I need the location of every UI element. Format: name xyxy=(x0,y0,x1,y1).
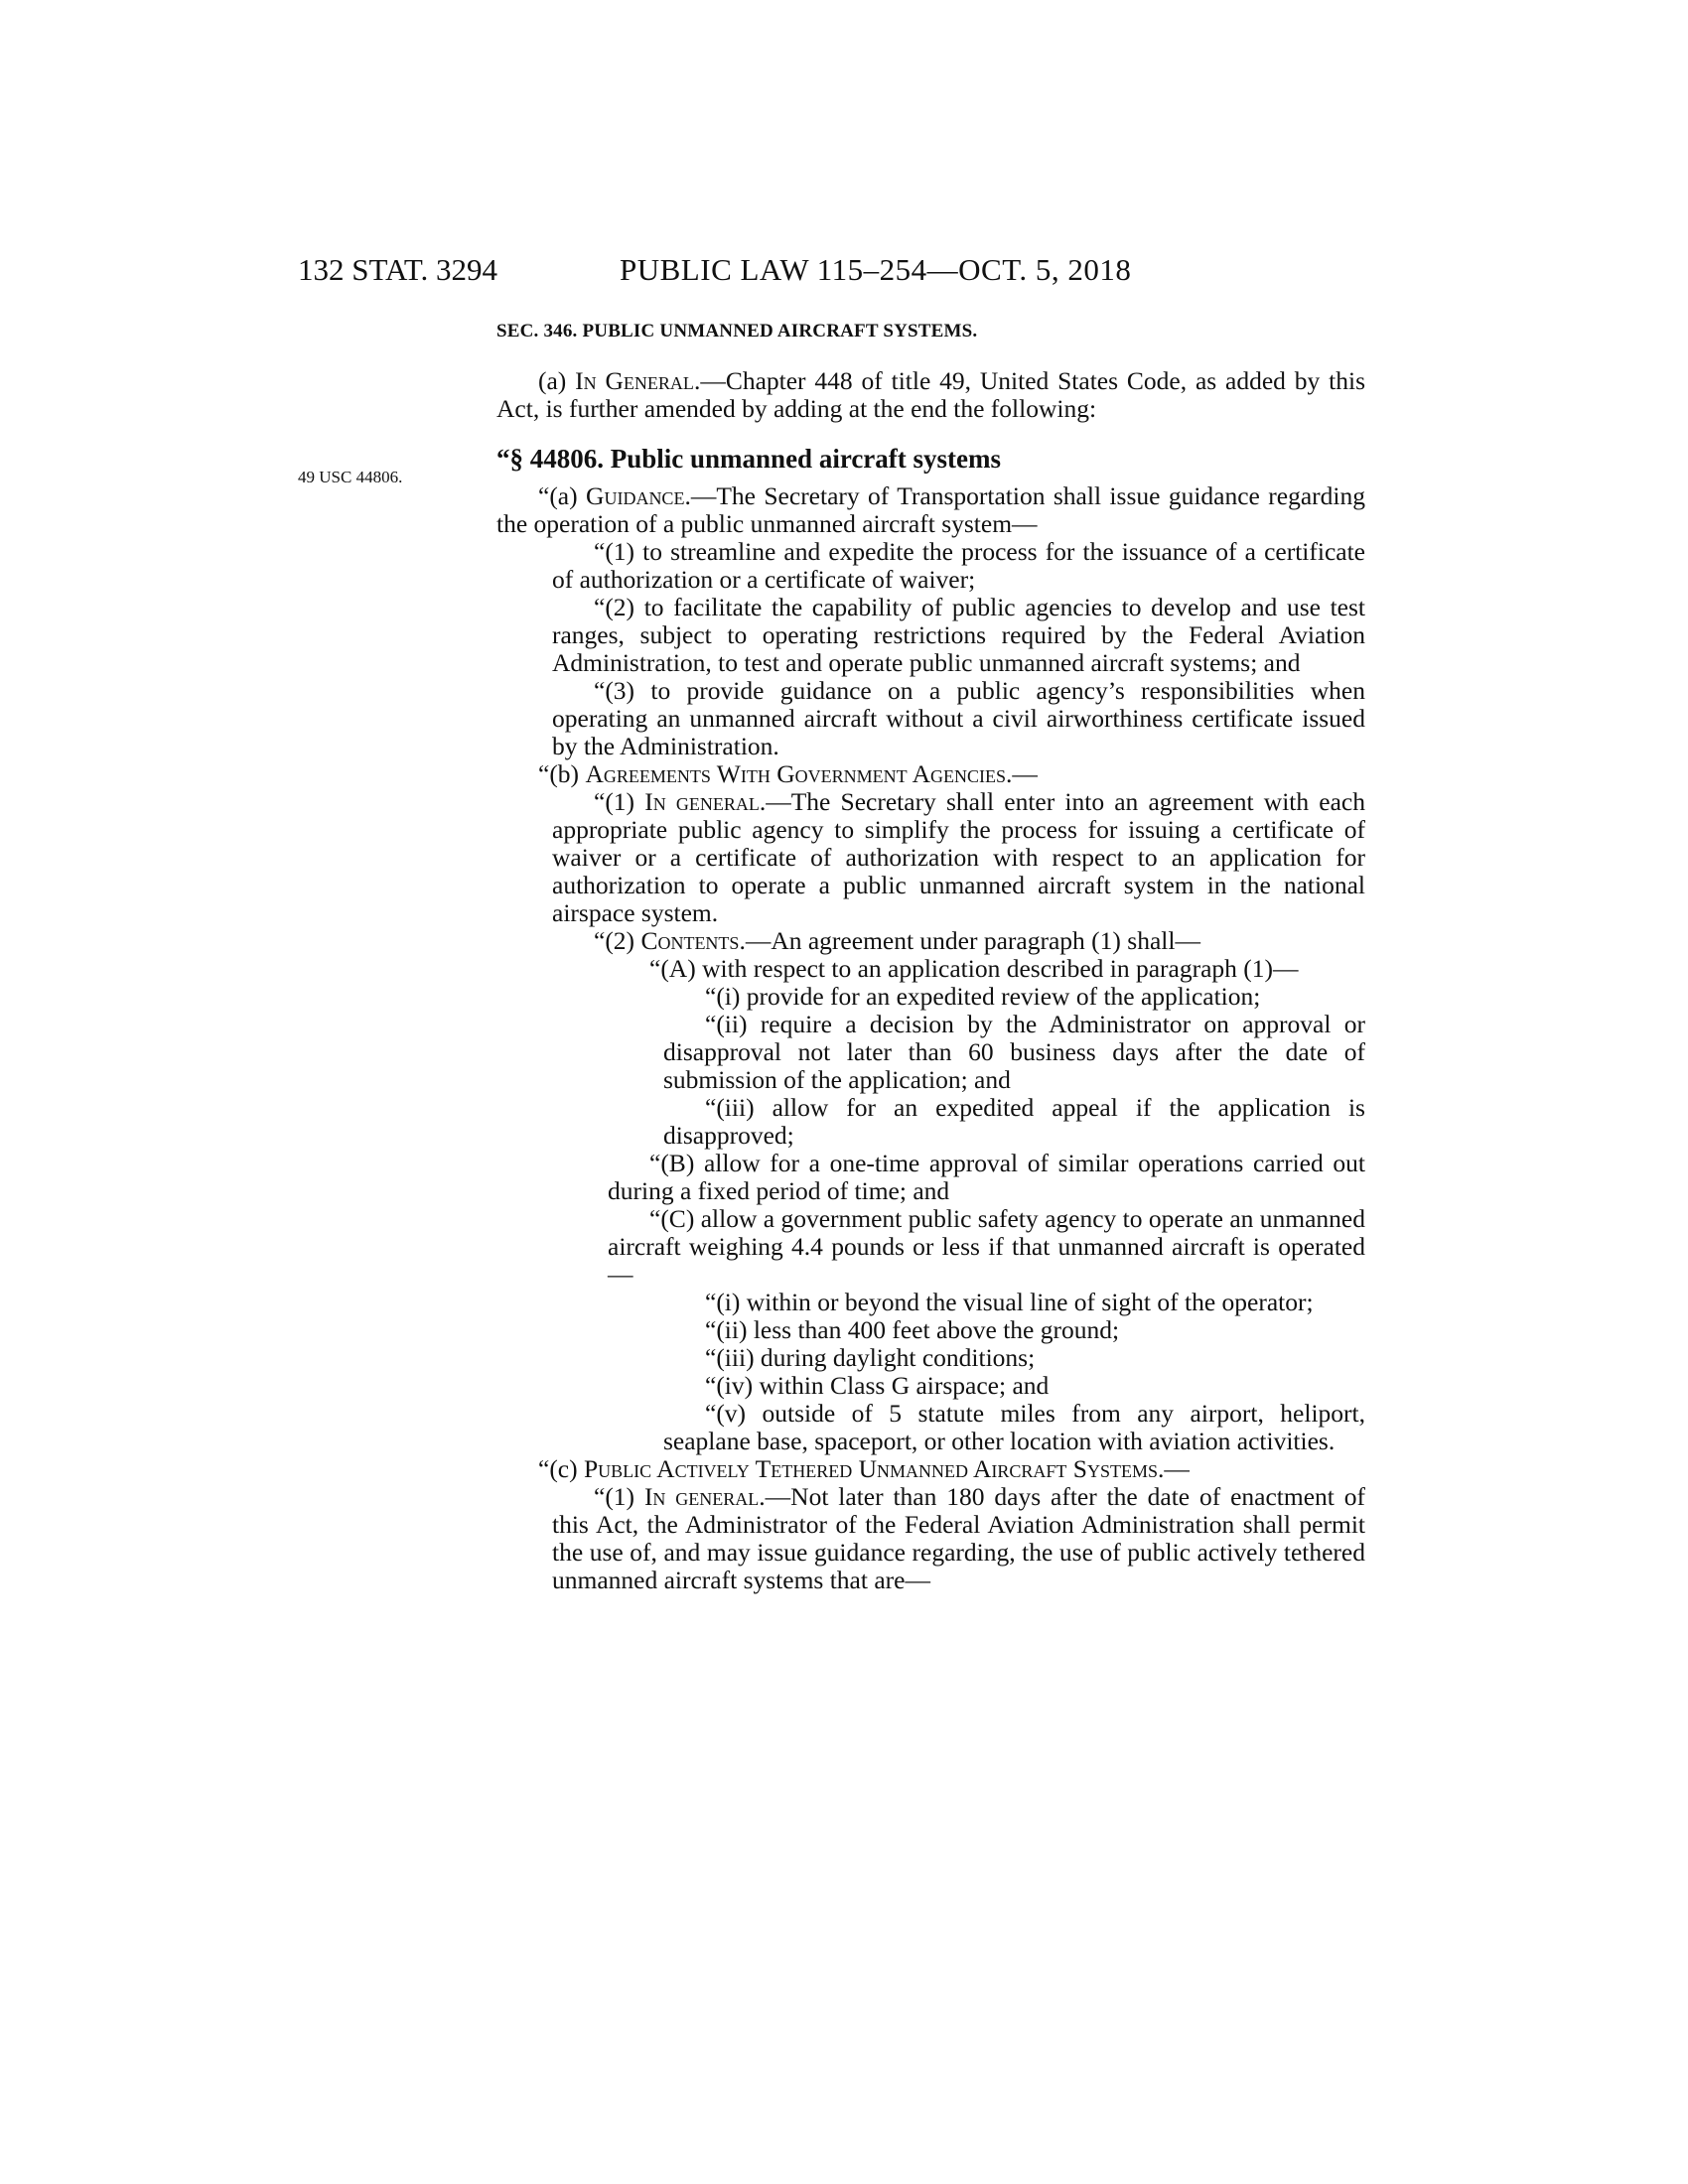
subsection-b: “(b) Agreements With Government Agencies.— xyxy=(538,759,1038,788)
section-heading: SEC. 346. PUBLIC UNMANNED AIRCRAFT SYSTEMS. xyxy=(496,321,978,341)
document-body xyxy=(496,318,1365,1594)
clause-b2Aii: “(ii) require a decision by the Administrator on approval or disapproval not later than 60 business days after the date of submission of the application; and xyxy=(663,1010,1365,1094)
paragraph-c1: “(1) In general.—Not later than 180 days after the date of enactment of this Act, the Administrator of the Federal Aviation Administration shall permit the use of, and may issue guidance regarding, the use of public actively tethered unmanned aircraft systems that are— xyxy=(552,1482,1365,1594)
clause-b2Aiii: “(iii) allow for an expedited appeal if the application is disapproved; xyxy=(663,1093,1365,1150)
clause-b2Ai: “(i) provide for an expedited review of the application; xyxy=(705,982,1261,1011)
clause-b2Cii: “(ii) less than 400 feet above the ground; xyxy=(705,1315,1120,1344)
clause-b2Ci: “(i) within or beyond the visual line of sight of the operator; xyxy=(705,1288,1314,1316)
section-intro: (a) In General.—Chapter 448 of title 49, United States Code, as added by this Act, is further amended by adding at the end the following: xyxy=(496,366,1365,423)
paragraph-a2: “(2) to facilitate the capability of public agencies to develop and use test ranges, subject to operating restrictions required by the Federal Aviation Administration, to test and operate public unmanned aircraft systems; and xyxy=(552,593,1365,677)
subparagraph-b2B: “(B) allow for a one-time approval of similar operations carried out during a fixed period of time; and xyxy=(608,1149,1365,1205)
subsection-c: “(c) Public Actively Tethered Unmanned Aircraft Systems.— xyxy=(538,1454,1190,1483)
usc-margin-note: 49 USC 44806. xyxy=(298,468,403,486)
clause-b2Civ: “(iv) within Class G airspace; and xyxy=(705,1371,1050,1400)
subparagraph-b2C: “(C) allow a government public safety agency to operate an unmanned aircraft weighing 4.4 pounds or less if that unmanned aircraft is operated— xyxy=(608,1204,1365,1289)
paragraph-b1: “(1) In general.—The Secretary shall enter into an agreement with each appropriate public agency to simplify the process for issuing a certificate of waiver or a certificate of authorization with respect to an application for authorization to operate a public unmanned aircraft system in the national airspace system. xyxy=(552,787,1365,927)
page-header xyxy=(0,246,1688,294)
clause-b2Ciii: “(iii) during daylight conditions; xyxy=(705,1343,1036,1372)
usc-section-title: “§ 44806. Public unmanned aircraft systems xyxy=(496,444,1002,474)
public-law-title: PUBLIC LAW 115–254—OCT. 5, 2018 xyxy=(620,252,1132,287)
subparagraph-b2A: “(A) with respect to an application described in paragraph (1)— xyxy=(649,954,1299,983)
subsection-a: “(a) Guidance.—The Secretary of Transportation shall issue guidance regarding the operation of a public unmanned aircraft system— xyxy=(496,481,1365,538)
statute-page-number: 132 STAT. 3294 xyxy=(298,252,498,287)
paragraph-a1: “(1) to streamline and expedite the process for the issuance of a certificate of authorization or a certificate of waiver; xyxy=(552,537,1365,594)
paragraph-a3: “(3) to provide guidance on a public agency’s responsibilities when operating an unmanned aircraft without a civil airworthiness certificate issued by the Administration. xyxy=(552,676,1365,760)
paragraph-b2: “(2) Contents.—An agreement under paragraph (1) shall— xyxy=(594,926,1200,955)
clause-b2Cv: “(v) outside of 5 statute miles from any airport, heliport, seaplane base, spaceport, or other location with aviation activities. xyxy=(663,1399,1365,1455)
